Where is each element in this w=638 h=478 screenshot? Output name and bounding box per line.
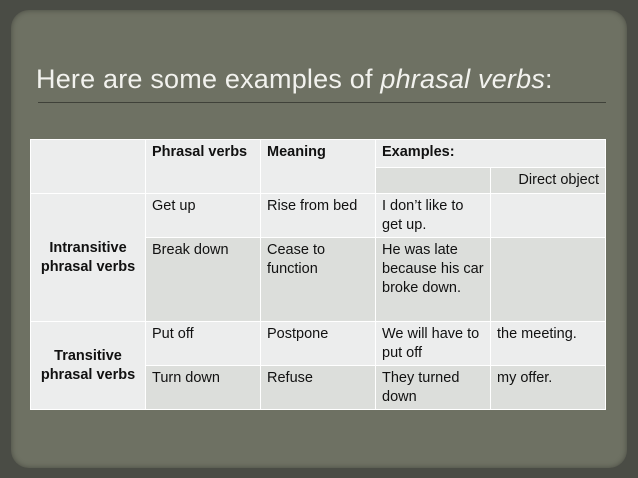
object-cell <box>491 194 606 238</box>
verb-cell: Break down <box>146 238 261 322</box>
table-row <box>31 322 606 366</box>
phrasal-verbs-table <box>30 139 606 410</box>
example-cell: We will have to put off <box>376 322 491 366</box>
verb-cell: Put off <box>146 322 261 366</box>
subheader-direct-object: Direct object <box>491 168 606 194</box>
meaning-cell: Postpone <box>261 322 376 366</box>
verb-cell: Turn down <box>146 366 261 410</box>
table-row <box>31 194 606 238</box>
empty-corner-cell <box>31 140 146 194</box>
header-meaning: Meaning <box>261 140 376 194</box>
title-divider <box>38 102 606 103</box>
meaning-cell: Cease to function <box>261 238 376 322</box>
verb-cell: Get up <box>146 194 261 238</box>
example-cell: I don’t like to get up. <box>376 194 491 238</box>
object-cell: my offer. <box>491 366 606 410</box>
slide-title-suffix: : <box>545 64 553 94</box>
meaning-cell: Refuse <box>261 366 376 410</box>
meaning-cell: Rise from bed <box>261 194 376 238</box>
table-header-row <box>31 140 606 168</box>
subheader-empty-cell <box>376 168 491 194</box>
header-examples: Examples: <box>376 140 606 168</box>
example-cell: He was late because his car broke down. <box>376 238 491 322</box>
header-phrasal-verbs: Phrasal verbs <box>146 140 261 194</box>
group-label-transitive: Transitive phrasal verbs <box>31 322 146 410</box>
object-cell: the meeting. <box>491 322 606 366</box>
group-label-intransitive: Intransitive phrasal verbs <box>31 194 146 322</box>
example-cell: They turned down <box>376 366 491 410</box>
slide-title-emphasis: phrasal verbs <box>380 64 546 94</box>
slide-title <box>36 64 616 95</box>
slide-title-prefix: Here are some examples of <box>36 64 381 94</box>
object-cell <box>491 238 606 322</box>
